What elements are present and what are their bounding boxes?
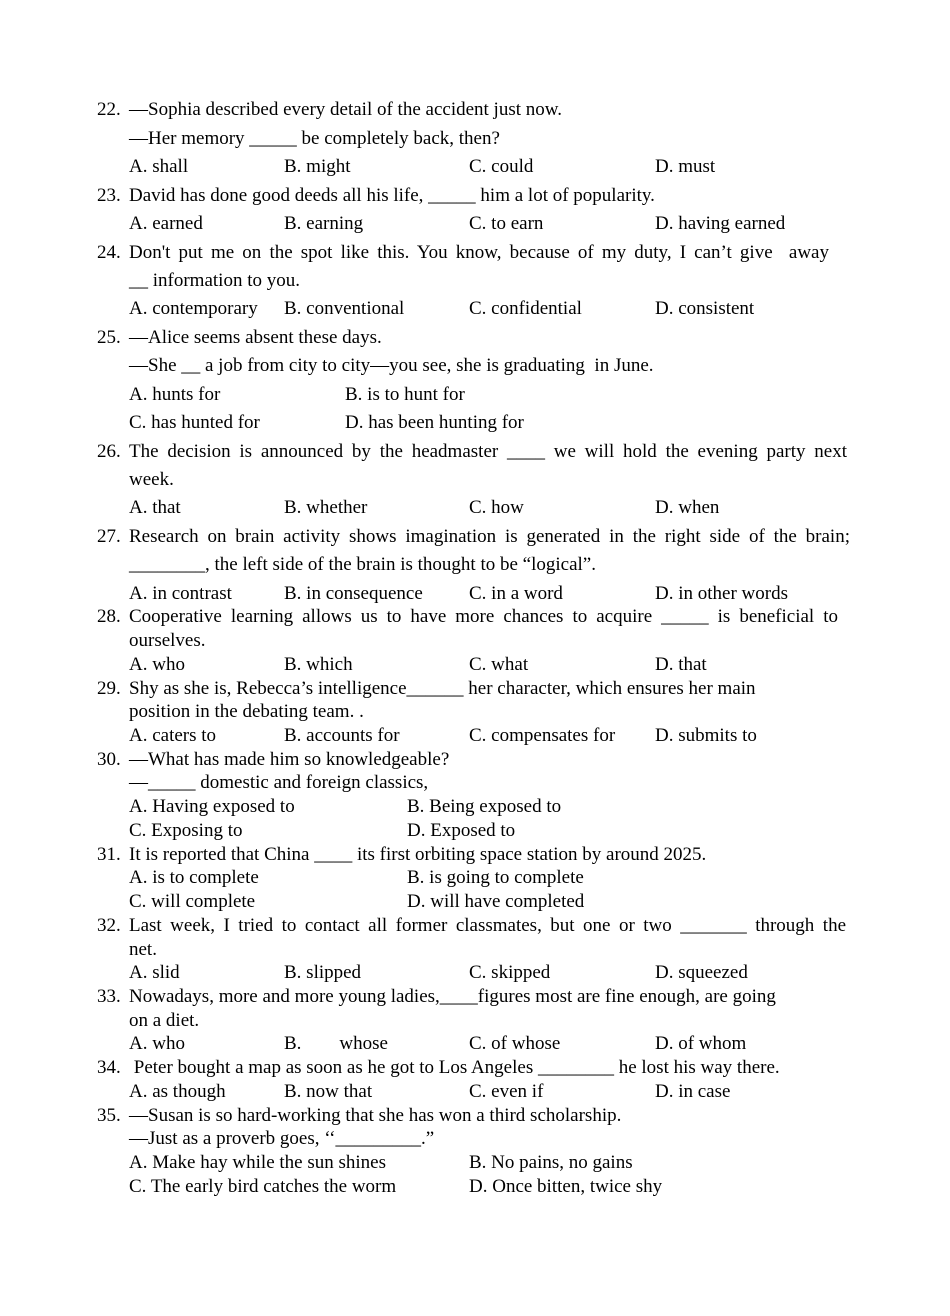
option-c: C. in a word <box>469 583 563 604</box>
option-b: B. might <box>284 156 351 177</box>
question-text: —_____ domestic and foreign classics, <box>129 772 429 793</box>
question-number: 26. <box>97 441 121 462</box>
question-number: 24. <box>97 242 121 263</box>
question-number: 28. <box>97 606 121 627</box>
option-b: B. whose <box>284 1033 388 1054</box>
option-b: B. No pains, no gains <box>469 1152 633 1173</box>
question-text: —Alice seems absent these days. <box>129 327 382 348</box>
option-c: C. even if <box>469 1081 544 1102</box>
option-c: C. how <box>469 497 524 518</box>
question-text: —Sophia described every detail of the accident just now. <box>129 99 562 120</box>
option-d: D. of whom <box>655 1033 747 1054</box>
option-c: C. skipped <box>469 962 551 983</box>
question-number: 34. <box>97 1057 121 1078</box>
option-b: B. accounts for <box>284 725 400 746</box>
option-a: A. as though <box>129 1081 226 1102</box>
option-a: A. slid <box>129 962 180 983</box>
option-d: D. when <box>655 497 720 518</box>
question-text: —Susan is so hard-working that she has won a third scholarship. <box>129 1105 622 1126</box>
question-number: 25. <box>97 327 121 348</box>
option-a: A. earned <box>129 213 203 234</box>
option-a: A. is to complete <box>129 867 259 888</box>
question-text: —Her memory _____ be completely back, then? <box>129 128 500 149</box>
option-c: C. confidential <box>469 298 582 319</box>
question-text: on a diet. <box>129 1010 200 1031</box>
option-d: D. consistent <box>655 298 755 319</box>
option-c: C. will complete <box>129 891 256 912</box>
question-text: week. <box>129 469 174 490</box>
option-d: D. in case <box>655 1081 731 1102</box>
option-a: A. Make hay while the sun shines <box>129 1152 386 1173</box>
question-text: —She __ a job from city to city—you see, she is graduating in June. <box>129 355 654 376</box>
option-d: D. submits to <box>655 725 757 746</box>
question-text: —Just as a proverb goes, ‘‘_________.” <box>129 1128 435 1149</box>
question-text: Cooperative learning allows us to have more chances to acquire _____ is beneficial to <box>129 606 838 627</box>
option-a: A. hunts for <box>129 384 221 405</box>
option-b: B. conventional <box>284 298 405 319</box>
option-a: A. who <box>129 654 185 675</box>
option-a: A. who <box>129 1033 185 1054</box>
question-number: 29. <box>97 678 121 699</box>
option-b: B. is to hunt for <box>345 384 465 405</box>
option-a: A. in contrast <box>129 583 232 604</box>
option-b: B. is going to complete <box>407 867 584 888</box>
question-number: 35. <box>97 1105 121 1126</box>
option-c: C. could <box>469 156 534 177</box>
question-number: 27. <box>97 526 121 547</box>
option-d: D. will have completed <box>407 891 585 912</box>
option-b: B. which <box>284 654 353 675</box>
option-a: A. shall <box>129 156 189 177</box>
question-text: The decision is announced by the headmaster ____ we will hold the evening party next <box>129 441 847 462</box>
question-text: Research on brain activity shows imagination is generated in the right side of the brain; <box>129 526 850 547</box>
question-text: net. <box>129 939 157 960</box>
question-text: David has done good deeds all his life, _____ him a lot of popularity. <box>129 185 655 206</box>
question-text: Last week, I tried to contact all former classmates, but one or two _______ through the <box>129 915 846 936</box>
option-d: D. in other words <box>655 583 788 604</box>
question-text: It is reported that China ____ its first orbiting space station by around 2025. <box>129 844 707 865</box>
question-number: 33. <box>97 986 121 1007</box>
question-text: __ information to you. <box>129 270 300 291</box>
question-text: position in the debating team. . <box>129 701 364 722</box>
question-text: Peter bought a map as soon as he got to Los Angeles ________ he lost his way there. <box>129 1057 780 1078</box>
option-a: A. contemporary <box>129 298 258 319</box>
question-number: 22. <box>97 99 121 120</box>
option-c: C. what <box>469 654 529 675</box>
option-b: B. now that <box>284 1081 373 1102</box>
option-a: A. caters to <box>129 725 217 746</box>
question-number: 30. <box>97 749 121 770</box>
option-d: D. that <box>655 654 707 675</box>
option-d: D. having earned <box>655 213 786 234</box>
option-a: A. that <box>129 497 181 518</box>
option-b: B. slipped <box>284 962 362 983</box>
option-d: D. squeezed <box>655 962 748 983</box>
option-c: C. to earn <box>469 213 544 234</box>
option-a: A. Having exposed to <box>129 796 295 817</box>
option-c: C. The early bird catches the worm <box>129 1176 397 1197</box>
question-number: 31. <box>97 844 121 865</box>
option-c: C. compensates for <box>469 725 616 746</box>
option-c: C. of whose <box>469 1033 561 1054</box>
question-text: Don't put me on the spot like this. You know, because of my duty, I can’t give away <box>129 242 829 263</box>
option-b: B. in consequence <box>284 583 423 604</box>
option-b: B. whether <box>284 497 368 518</box>
option-b: B. earning <box>284 213 364 234</box>
question-text: Nowadays, more and more young ladies,____figures most are fine enough, are going <box>129 986 776 1007</box>
question-text: Shy as she is, Rebecca’s intelligence______ her character, which ensures her main <box>129 678 756 699</box>
option-b: B. Being exposed to <box>407 796 562 817</box>
question-text: ________, the left side of the brain is thought to be “logical”. <box>129 554 596 575</box>
question-text: ourselves. <box>129 630 206 651</box>
option-d: D. has been hunting for <box>345 412 524 433</box>
option-d: D. must <box>655 156 716 177</box>
question-number: 32. <box>97 915 121 936</box>
option-d: D. Once bitten, twice shy <box>469 1176 663 1197</box>
question-text: —What has made him so knowledgeable? <box>129 749 450 770</box>
option-d: D. Exposed to <box>407 820 516 841</box>
option-c: C. has hunted for <box>129 412 260 433</box>
option-c: C. Exposing to <box>129 820 243 841</box>
question-number: 23. <box>97 185 121 206</box>
